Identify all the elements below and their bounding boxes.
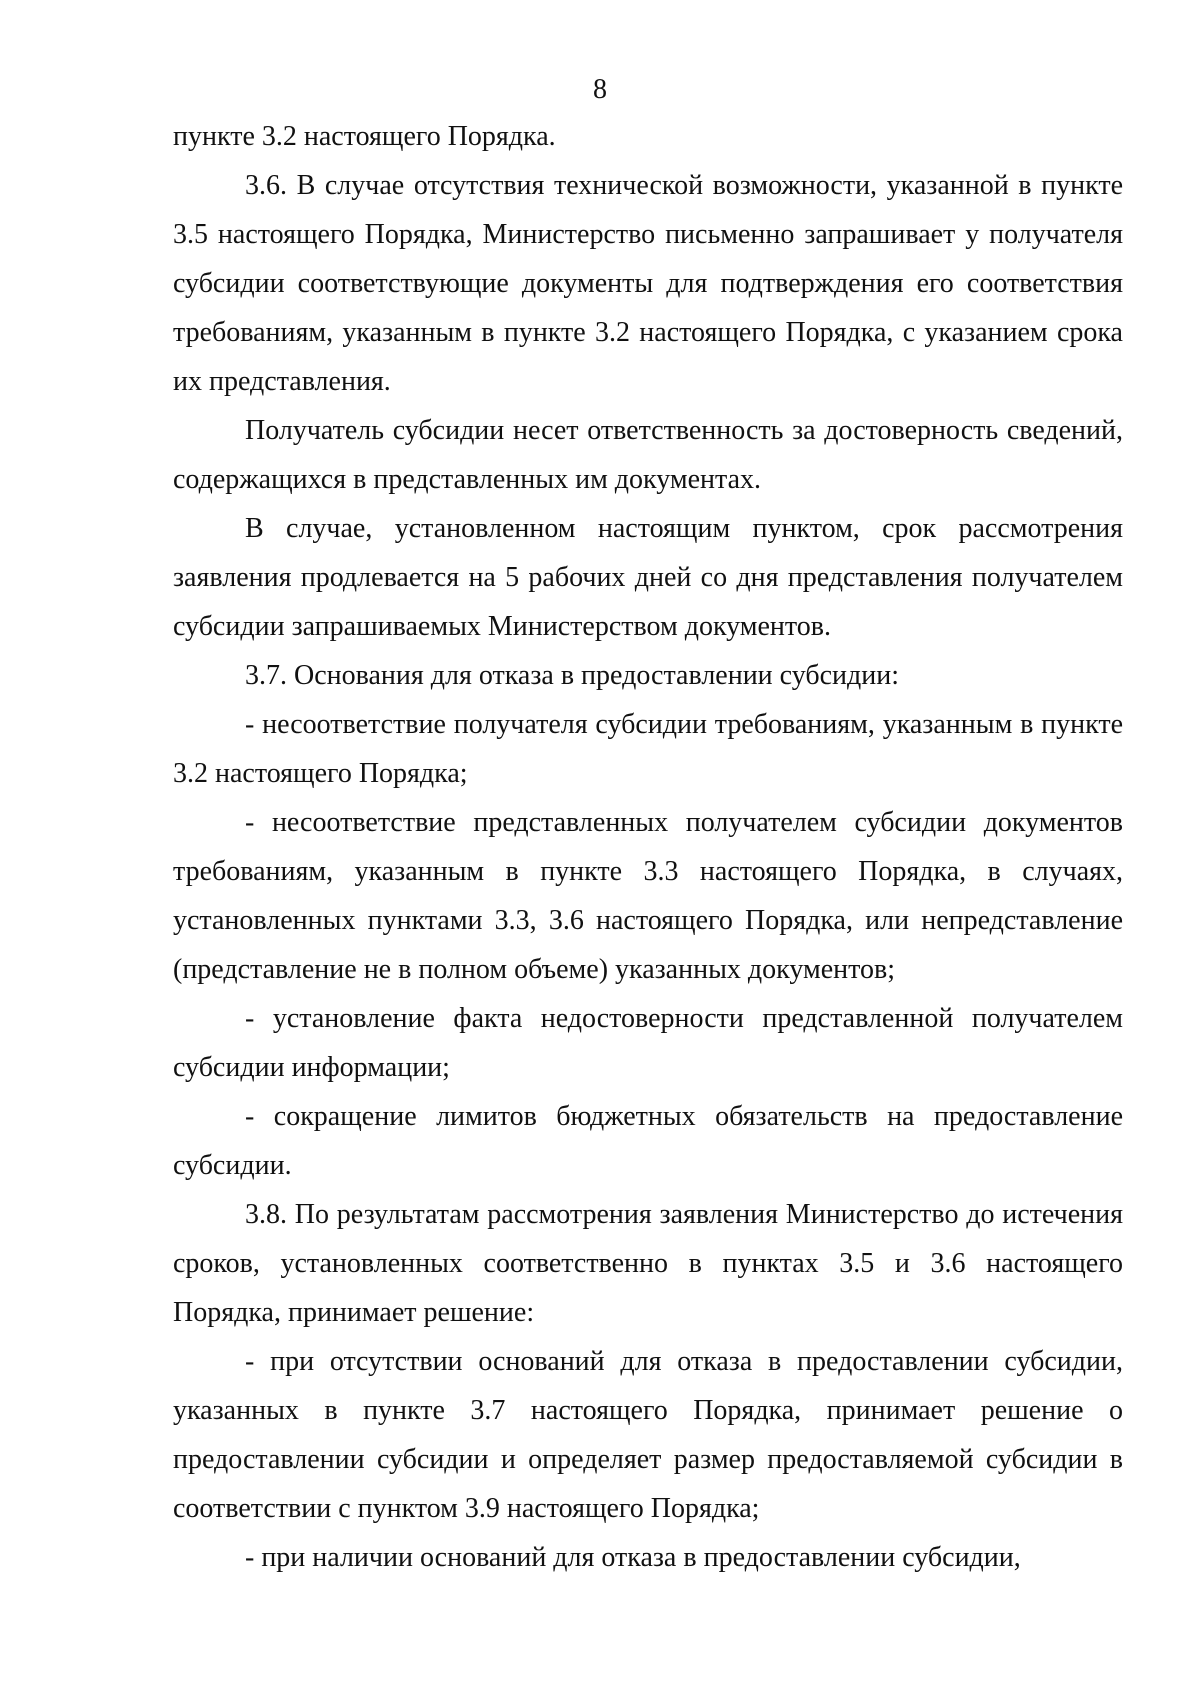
page-number: 8 bbox=[593, 74, 607, 105]
paragraph-3-8: 3.8. По результатам рассмотрения заявления Министерство до истечения сроков, установленных соответственно в пунктах 3.5 и 3.6 настоящего Порядка, принимает решение: bbox=[173, 1199, 1123, 1328]
paragraph-responsibility: Получатель субсидии несет ответственность за достоверность сведений, содержащихся в представленных им документах. bbox=[173, 415, 1123, 495]
list-item-refusal-4: - сокращение лимитов бюджетных обязательств на предоставление субсидии. bbox=[173, 1101, 1123, 1181]
list-item-decision-1: - при отсутствии оснований для отказа в предоставлении субсидии, указанных в пункте 3.7 настоящего Порядка, принимает решение о предоставлении субсидии и определяет размер предоставляемой субсидии в соответствии с пунктом 3.9 настоящего Порядка; bbox=[173, 1346, 1123, 1524]
paragraph-continuation: пункте 3.2 настоящего Порядка. bbox=[173, 121, 556, 152]
paragraph-extension: В случае, установленном настоящим пунктом, срок рассмотрения заявления продлевается на 5 рабочих дней со дня представления получателем субсидии запрашиваемых Министерством документов. bbox=[173, 513, 1123, 642]
paragraph-3-6: 3.6. В случае отсутствия технической возможности, указанной в пункте 3.5 настоящего Порядка, Министерство письменно запрашивает у получателя субсидии соответствующие документы для подтверждения его соответствия требованиям, указанным в пункте 3.2 настоящего Порядка, с указанием срока их представления. bbox=[173, 170, 1123, 397]
list-item-decision-2: - при наличии оснований для отказа в предоставлении субсидии, bbox=[245, 1542, 1021, 1573]
list-item-refusal-1: - несоответствие получателя субсидии требованиям, указанным в пункте 3.2 настоящего Порядка; bbox=[173, 709, 1123, 789]
list-item-refusal-2: - несоответствие представленных получателем субсидии документов требованиям, указанным в пункте 3.3 настоящего Порядка, в случаях, установленных пунктами 3.3, 3.6 настоящего Порядка, или непредставление (представление не в полном объеме) указанных документов; bbox=[173, 807, 1123, 985]
list-item-refusal-3: - установление факта недостоверности представленной получателем субсидии информации; bbox=[173, 1003, 1123, 1083]
body-text bbox=[173, 112, 1123, 1582]
paragraph-3-7: 3.7. Основания для отказа в предоставлении субсидии: bbox=[245, 660, 900, 691]
